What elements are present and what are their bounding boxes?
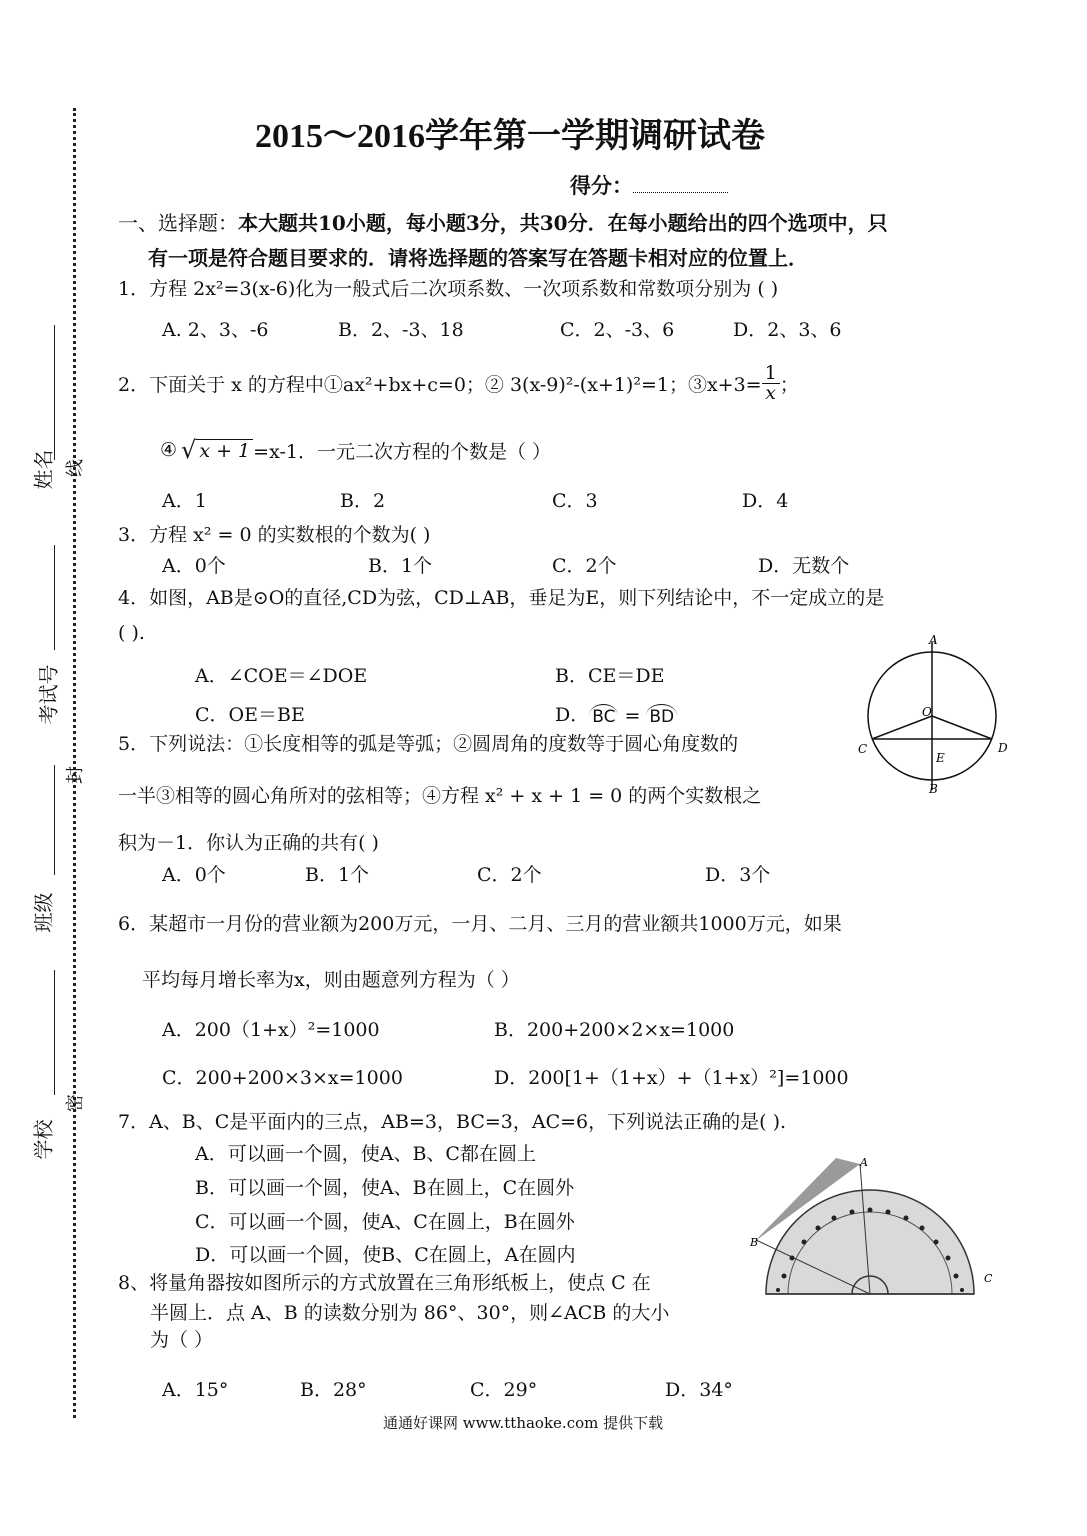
q2-text: 2．下面关于 x 的方程中①ax²+bx+c=0；② 3(x-9)²-(x+1)²=1；③x+3= $\frac{1}{x}$ ； xyxy=(118,361,799,404)
score-label: 得分： xyxy=(570,170,728,200)
protractor-figure xyxy=(748,1150,1008,1300)
q2-line2: ④ √ x + 1 =x-1．一元二次方程的个数是（ ） xyxy=(160,436,552,464)
q4-option-d: D． BC = BD xyxy=(555,700,677,727)
q6-option-d: D．200[1+（1+x）+（1+x）²]=1000 xyxy=(494,1067,849,1089)
arc-bc: BC xyxy=(589,704,618,727)
q2-option-c: C．3 xyxy=(552,490,598,512)
q4-option-c: C．OE＝BE xyxy=(195,704,305,726)
q5-line3: 积为－1．你认为正确的共有( ) xyxy=(118,832,379,854)
class-label: 班级 xyxy=(31,892,56,933)
q6-line1: 6．某超市一月份的营业额为200万元，一月、二月、三月的营业额共1000万元，如果 xyxy=(118,913,842,935)
seal-mark-line: 线 xyxy=(65,459,86,477)
q2-option-a: A．1 xyxy=(162,490,207,512)
exam-number-underline xyxy=(54,545,55,650)
q6-option-b: B．200+200×2×x=1000 xyxy=(494,1019,735,1041)
school-underline xyxy=(54,970,55,1095)
q8-option-d: D．34° xyxy=(665,1379,733,1401)
label-a: A xyxy=(860,1156,868,1169)
q5-option-c: C．2个 xyxy=(477,864,542,886)
page-title: 2015～2016学年第一学期调研试卷 xyxy=(255,118,765,155)
q3-option-d: D．无数个 xyxy=(758,555,850,577)
q5-line1: 5．下列说法：①长度相等的弧是等弧；②圆周角的度数等于圆心角度数的 xyxy=(118,733,739,755)
segment-od xyxy=(932,716,992,739)
q3-option-a: A．0个 xyxy=(162,555,226,577)
label-e: E xyxy=(936,751,945,765)
q7-option-c: C．可以画一个圆，使A、C在圆上，B在圆外 xyxy=(195,1211,575,1233)
q7-option-b: B．可以画一个圆，使A、B在圆上，C在圆外 xyxy=(195,1177,575,1199)
name-underline xyxy=(54,325,55,460)
q1-option-c: C．2、-3、6 xyxy=(560,319,675,341)
exam-number-label: 考试号 xyxy=(36,664,61,725)
q4-text: 4．如图，AB是⊙O的直径,CD为弦，CD⊥AB，垂足为E，则下列结论中，不一定成立的是 xyxy=(118,587,885,609)
q8-option-c: C．29° xyxy=(470,1379,538,1401)
q8-line1: 8、将量角器按如图所示的方式放置在三角形纸板上，使点 C 在 xyxy=(118,1272,651,1294)
name-label: 姓名 xyxy=(31,449,56,490)
q1-option-d: D．2、3、6 xyxy=(733,319,842,341)
q6-option-a: A．200（1+x）²=1000 xyxy=(162,1019,380,1041)
footer-credit: 通通好课网 www.tthaoke.com 提供下载 xyxy=(383,1414,664,1432)
q3-text: 3．方程 x² = 0 的实数根的个数为( ) xyxy=(118,524,431,546)
section1-heading: 一、选择题：本大题共10小题，每小题3分，共30分．在每小题给出的四个选项中，只 xyxy=(118,211,888,235)
section1-heading-line2: 有一项是符合题目要求的．请将选择题的答案写在答题卡相对应的位置上． xyxy=(148,246,808,270)
circle-figure xyxy=(850,630,1020,800)
q6-line2: 平均每月增长率为x，则由题意列方程为（ ） xyxy=(142,969,520,991)
binding-dotted-line xyxy=(73,108,76,1418)
segment-oc xyxy=(872,716,932,739)
q3-option-c: C．2个 xyxy=(552,555,617,577)
class-underline xyxy=(54,765,55,875)
q4-option-a: A．∠COE＝∠DOE xyxy=(195,665,368,687)
q2-option-d: D．4 xyxy=(742,490,789,512)
q2-option-b: B．2 xyxy=(340,490,386,512)
school-label: 学校 xyxy=(31,1119,56,1160)
label-a: A xyxy=(929,633,938,647)
label-c: C xyxy=(858,742,868,756)
q1-option-a: A. 2、3、-6 xyxy=(162,319,269,341)
q5-option-d: D．3个 xyxy=(705,864,771,886)
q4-option-b: B．CE＝DE xyxy=(555,665,665,687)
label-o: O xyxy=(922,705,932,719)
arc-bd: BD xyxy=(646,704,677,727)
label-c: C xyxy=(984,1272,993,1285)
q2-fraction: $\frac{1}{x}$ xyxy=(762,364,780,403)
q7-text: 7．A、B、C是平面内的三点，AB=3，BC=3，AC=6，下列说法正确的是( ). xyxy=(118,1111,787,1133)
label-b: B xyxy=(750,1236,759,1249)
q5-line2: 一半③相等的圆心角所对的弦相等；④方程 x² + x + 1 = 0 的两个实数根之 xyxy=(118,785,762,807)
q8-line3: 为（ ） xyxy=(150,1329,214,1351)
q8-line2: 半圆上．点 A、B 的读数分别为 86°、30°，则∠ACB 的大小 xyxy=(150,1302,670,1324)
q5-option-a: A．0个 xyxy=(162,864,226,886)
sqrt-sign: √ xyxy=(181,436,197,464)
q4-text-line2: ( ). xyxy=(118,622,145,644)
q1-option-b: B．2、-3、18 xyxy=(338,319,464,341)
q8-option-a: A．15° xyxy=(162,1379,229,1401)
seal-mark-secret: 密 xyxy=(65,1094,86,1112)
sqrt-content: x + 1 xyxy=(196,439,253,462)
q1-text: 1．方程 2x²=3(x-6)化为一般式后二次项系数、一次项系数和常数项分别为 ( ) xyxy=(118,278,779,300)
seal-mark-seal: 封 xyxy=(65,766,86,784)
q7-option-d: D．可以画一个圆，使B、C在圆上，A在圆内 xyxy=(195,1244,576,1266)
q3-option-b: B．1个 xyxy=(368,555,433,577)
q7-option-a: A．可以画一个圆，使A、B、C都在圆上 xyxy=(195,1143,536,1165)
score-blank xyxy=(633,178,728,193)
q6-option-c: C．200+200×3×x=1000 xyxy=(162,1067,403,1089)
label-b: B xyxy=(929,782,938,796)
q5-option-b: B．1个 xyxy=(305,864,370,886)
label-d: D xyxy=(998,741,1008,755)
q8-option-b: B．28° xyxy=(300,1379,367,1401)
